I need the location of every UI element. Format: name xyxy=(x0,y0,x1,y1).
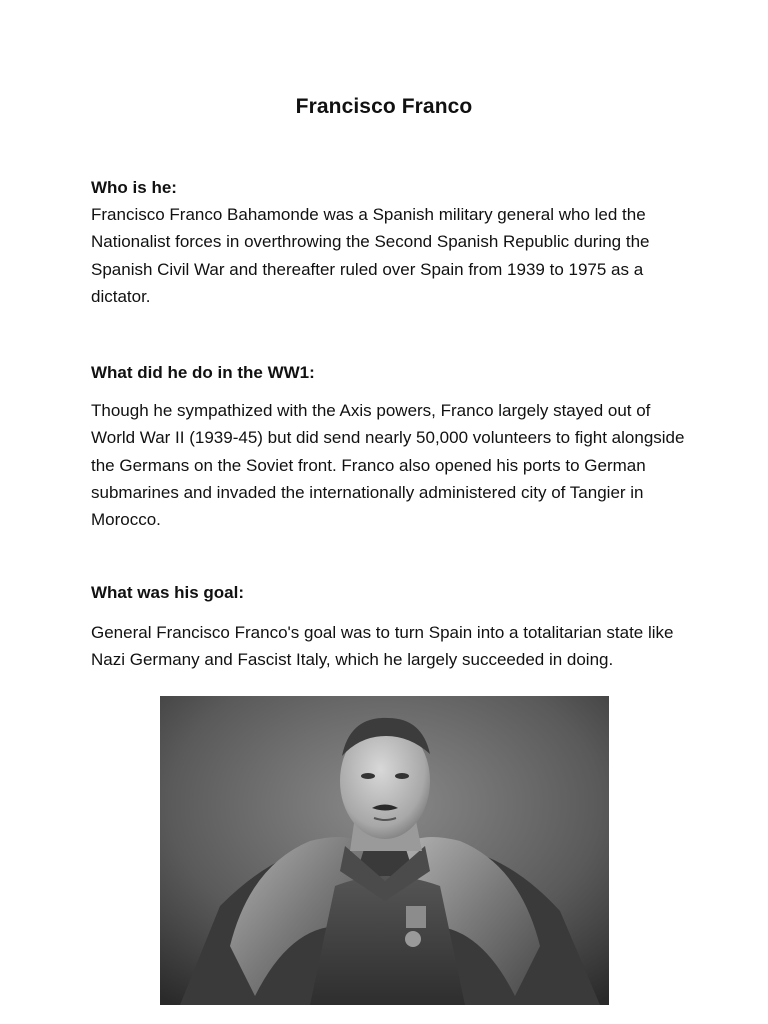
section-text-goal: General Francisco Franco's goal was to turn Spain into a totalitarian state like Nazi Germany and Fascist Italy, which he largely succeeded in doing. xyxy=(91,623,674,670)
page-title: Francisco Franco xyxy=(295,95,473,118)
section-heading-who: Who is he: xyxy=(91,178,177,197)
section-heading-goal: What was his goal: xyxy=(91,583,245,602)
portrait-photo xyxy=(160,696,609,1005)
section-heading-ww: What did he do in the WW1: xyxy=(91,363,315,382)
section-text-ww: Though he sympathized with the Axis powers, Franco largely stayed out of World War II (1939-45) but did send nearly 50,000 volunteers to fight alongside the Germans on the Soviet front. Franco also opened his ports to German submarines and invaded the internationally administered city of Tangier in Morocco. xyxy=(91,401,685,530)
section-text-who: Francisco Franco Bahamonde was a Spanish military general who led the Nationalist forces in overthrowing the Second Spanish Republic during the Spanish Civil War and thereafter ruled over Spain from 1939 to 1975 as a dictator. xyxy=(91,205,650,306)
